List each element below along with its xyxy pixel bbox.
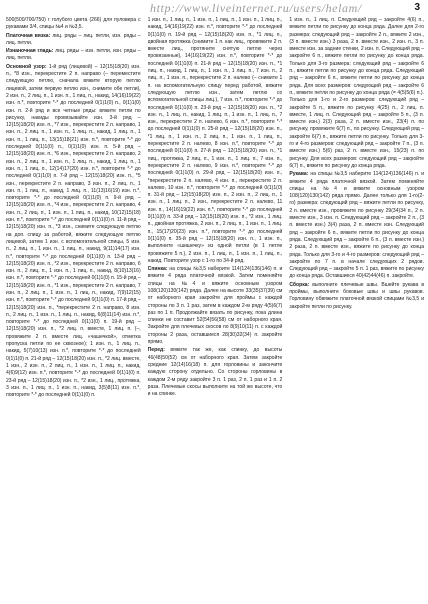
paragraph-text: выполните плечевые швы. Вшейте рукава в проймы, выполните боковые швы и швы рукавов. Горловину обвяжите платочной вязкой спицами №3,5 и закройте петли по рисунку.: [289, 281, 425, 310]
paragraph: [6, 17, 141, 32]
paragraph-text: 1-й ряд (лицевой) – 12(15)18(20) изн. п., *8 изн., перекрестите 2 п. направо (– переместите следующую петлю, сначала вяжите вторую петлю лицевой, затем первую петлю изн., снимите обе петли), 2 изн. п., 2 лиц. п., 1 изн. п., 1 лиц. п., накид, 14(16)19(22) изн. п.*, повторите *-* до последней 0(1)1(0) п., 0(1)1(0) изн. п. 2-й ряд и все четные ряды: вяжите петли по рисунку, накиды провязывайте изн. 3-й ряд – 12(15)18(20) изн. п., *7 изн., перекрестите 2 п. направо, 1 изн. п., 2 лиц. п., 1 изн. п., 1 лиц. п., накид, 1 лиц. п., 1 изн. п., 1 лиц. п., 13(15)18(21) изн. п.*, повторите *-* до последней 0(1)1(0) п., 0(1)1(0) изн. п. 5-й ряд – 12(15)18(20) изн. п., *6 изн., перекрестите 2 п. направо, 2 изн. п., 2 лиц. п., 1 изн. п., 1 лиц. п., накид, 1 лиц. п., 1 изн. п., 1 лиц. п., 12(14)17(20) изн. п.*, повторите *-* до последней 0(1)1(0) п. 7-й ряд – 12(15)18(20) изн. п., *5 изн., перекрестите 2 п. направо, 3 изн. п., 2 лиц. п., 1 изн. п., 1 лиц. п., накид, 1 лиц. п., 11(13)16(19) изн. п.*, повторите *-* до последней 0(1)1(0) п. 9-й ряд – 12(15)18(20) изн. п., *4 изн., перекрестите 2 п. направо, 4 изн. п., 2 лиц. п., 1 изн. п., 1 лиц. п., накид, 10(12)15(18) изн. п.*, повторите *-* до последней 0(1)1(0) п. 11-й ряд – 12(15)18(20) изн. п., *3 изн., снимите следующую петлю на доп. спицу за работой, вяжите следующую петлю лицевой, затем 1 изн. с вспомогательной спицы, 5 изн. п., 2 лиц. п., 1 изн. п., 1 лиц. п., накид, 9(11)14(17) изн. п.*, повторите *-* до последней 0(1)1(0) п. 13-й ряд – 12(15)18(20) изн. п., *2 изн., перекрестите 2 п. направо, 6 изн. п., 2 лиц. п., 1 изн. п., 1 лиц. п., накид, 8(10)13(16) изн. п.*, повторите *-* до последней 0(1)1(0) п. 15-й ряд – 12(15)18(20) изн. п., *1 изн., перекрестите 2 п. направо, 7 изн. п., 2 лиц. п., 1 изн. п., 1 лиц. п., накид, 7(9)12(15) изн. п.*, повторите *-* до последней 0(1)1(0) п. 17-й ряд – 12(15)18(20) изн. п., *перекрестите 2 п. направо, 8 изн. п., 2 лиц. п., 1 изн. п., 1 лиц. п., накид, 6(8)11(14) изн. п.*, повторите *-* до последней 0(1)1(0) п. 19-й ряд – 12(15)18(20) изн. п., *2 лиц. п. вместе, 1 лиц. п. (–, провяжите 2 п. вместе лиц. «чашечкой», отметка пропуска петли по ее сквозное); 1 изн. п., 1 лиц. п., накид, 5(7)10(13) изн. п.*, повторите *-* до последней 0(1)1(0) п. 21-й ряд – 12(15)18(20) изн. п., *2 лиц. вместе, 1 изн., 2 изн. п., 2 лиц. п., 1 изн. п., 1 лиц. п., накид, 4(6)9(12) изн. п.*, повторите *-* до последней 0(1)1(0) п. 23-й ряд – 12(15)18(20) изн. п., *2 изн., 1 лиц., протяжка, 3 изн. п., 1 лиц. п., 1 изн. п., накид, 3(5)8(11) изн. п.*, повторите *-* до последней 0(1)1(0) п.: [6, 63, 141, 399]
text-column-2: [148, 17, 283, 600]
paragraph: [148, 266, 283, 346]
section-heading: Платочная вязка:: [6, 32, 51, 39]
paragraph: [289, 17, 424, 170]
section-heading: Основной узор:: [6, 63, 47, 70]
text-column-1: [6, 17, 141, 600]
paragraph-text: лиц. ряды – лиц. петли, изн. ряды – лиц. петли.: [6, 32, 141, 46]
paragraph-text: вяжите так же, как спинку, до высоты 46(48)50(52) см от наборного края. Затем закройте средние 12(14)16(18) п. для горловины и закончите каждую сторону отдельно. Со стороны горловины в каждом 2-м ряду закройте 3 п. 1 раз, 2 п. 1 раз и 1 п. 2 раза. Плечевые скосы выполните на той же высоте, что и на спинке.: [147, 347, 283, 398]
paragraph: [289, 171, 424, 280]
paragraph-text: 1 изн. п., 1 лиц. п. Следующий ряд – закройте 4(6) п., вяжите петли по рисунку до конца ряда. Далее для 2-го размера: следующий ряд – закройте 2 п., вяжите 2 изн., (3 п. вместе изн.) 3 раза, 2 п. вместе изн., 2 изн. п., 3 п. вместе изн. за задние стенки, 2 изн. п. Следующий ряд – закройте 6 п., вяжите петли по рисунку до конца ряда. Только для 3-го размера: следующий ряд – закройте 6 п., вяжите петли по рисунку до конца ряда. Следующий ряд – закройте 6 п., вяжите петли по рисунку до конца ряда. Для всех размеров: следующий ряд – закройте 6 п., вяжите петли по рисунку до конца ряда (= 4(5)5(6) п.). Только для 1-го и 2-го размеров: следующий ряд – закройте 5 п., вяжите по рисунку 4(25) п., 2 лиц. п. вместе, 1 лиц. п. Следующий ряд – закройте 5 п., (3 п. вместе изн.) 2(3) раза, 2 п. вместе изн., 23(4) п. по рисунку, провяжите 6(7) п., по рисунку. Следующий ряд – закройте 6(7) п., вяжите петли по рисунку. Только для 3-го и 4-го размеров: следующий ряд – закройте 7 п., (3 п. вместе изн.) 5(6) раз, 2 п. вместе изн., 15(23) п. по рисунку. Для всех размеров: следующий ряд – закройте 6(7) п., вяжите по рисунку до конца ряда.: [289, 17, 425, 169]
paragraph-text: на спицы №3,5 наберите 114(124)136(146) п. и вяжите 4 ряда платочной вязкой. Затем поменяйте спицы на №4 и вяжите основным узором 108(120)130(142) ряда прямо. Далее только для 1-го(2-го) размера: следующий ряд – вяжите петли по рисунку, 2 п. вместе изн., провяжите по рисунку 29(34)34 п., 2 п. вместе изн., 3 изн. п. Следующий ряд – закройте 2 п., (3 п. вместе изн.) 3(4) раза, 2 п. вместе изн. Следующий ряд – закройте 6 п., вяжите петли по рисунку до конца ряда. Следующий ряд – закройте 6 п., (3 п. вместе изн.) 2 раза, 2 п. вместе изн., вяжите по рисунку до конца ряда. Только для 3-го и 4-го размеров: следующий ряд – закройте по 7 п. в начале следующих 2 рядов. Следующий ряд – закройте 5 п. 1 раз, вяжите по рисунку до конца ряда. Оставшиеся 40(42)44(46) п. закройте.: [289, 171, 425, 280]
section-heading: Перед:: [147, 347, 165, 354]
section-heading: Спинка:: [147, 266, 168, 273]
section-heading: Изнаночная гладь:: [6, 48, 54, 55]
paragraph-text: на спицы №3,5 наберите 114(124)136(146) п. и вяжите 4 ряда платочной вязкой. Затем поменяйте спицы на №4 и вяжите основным узором 108(120)130(142) ряда. Далее на высоте 33(35)37(39) см от наборного края закройте для проймы с каждой стороны по 3 п. 1 раз, затем в каждом 2-м ряду 4(5)6(7) раз по 1 п. Продолжайте вязать по рисунку, пока длина спинки не составит 52(54)56(58) см от наборного края. Закройте для плечевых скосов по 8(9)10(11) п. с каждой стороны 2 раза, оставшиеся 28(30)32(34) п. закройте прямо.: [147, 266, 283, 346]
paragraph-text: 500(500/700/750) г голубого цвета (266) для пуловера с рукавами 3/4, спицы №4 и №3,5.: [6, 17, 141, 31]
paragraph: [148, 17, 283, 265]
paragraph: [6, 48, 141, 63]
paragraph: [6, 64, 141, 400]
paragraph: [148, 347, 283, 398]
source-url[interactable]: http://www.liveinternet.ru/users/helam/: [150, 1, 362, 15]
paragraph: [6, 33, 141, 48]
section-heading: Сборка:: [289, 281, 310, 288]
page-number: 3: [414, 2, 420, 13]
page-header: [0, 0, 428, 18]
paragraph-text: лиц. ряды – изн. петли, изн. ряды – лиц. петли.: [6, 48, 141, 62]
paragraph-text: 1 изн. п., 1 лиц. п., 1 изн. п., 1 лиц. п., 1 изн. п., 1 лиц. п., накид, 14(16)19(22) изн. п.*, повторите *-* до последней 0(1)1(0) п. 19-й ряд – 12(15)18(20) изн. п., *1 лиц. п., двойная протяжка (снимите 1 п. как лиц., провяжите 2 п. вместе лиц., протяните снятую петлю через провязанные), 14(16)19(22) изн. п.*, повторите *-* до последней 0(1)1(0) п. 21-й ряд – 12(15)18(20) изн. п., *1 лиц. п., накид, 1 лиц. п., 1 изн. п., 1 лиц. п., 7 изн. п., 2 лиц. п., 1 изн. п., перекрестите 2 п. налево (– снимите 1 п. на вспомогательную спицу перед работой, вяжите следующую петлю изн., затем петлю со вспомогательной спицы лиц.), 7 изн. п.*, повторите *-* до последней 0(1)1(0) п. 23-й ряд – 12(15)18(20) изн. п., *2 изн. п., 1 лиц. п., накид, 1 лиц. п., 1 изн. п., 1 лиц. п., 7 изн., перекрестите 2 п. налево, 6 изн. п.*, повторите *-* до последней 0(1)1(0) п. 25-й ряд – 12(15)18(20) изн. п., *1 лиц. п., 1 изн. п., 2 лиц. п., 1 изн. п., 1 лиц. п., перекрестите 2 п. налево, 8 изн. п.*, повторите *-* до последней 0(1)1(0) п. 27-й ряд – 12(15)18(20) изн. п., *1 лиц., протяжка, 2 лиц. п., 1 изн. п., 1 лиц. п., 7 изн. п., перекрестите 2 п. налево, 9 изн. п.*, повторите *-* до последней 0(1)1(0) п. 29-й ряд – 12(15)18(20) изн. п., *перекрестите 2 п. налево, 4 изн. п., перекрестите 2 п. налево, 10 изн. п.*, повторите *-* до последней 0(1)1(0) п. 31-й ряд – 12(15)18(20) изн. п., 2 изн. п., 2 лиц. п., 1 изн. п., 1 лиц. п., 2 изн., перекрестите 2 п. налево, 11 изн. п., 14(16)19(22) изн. п.*, повторите *-* до последней 0(1)1(0) п. 33-й ряд – 12(15)18(20) изн. п., *2 изн., 1 лиц. п., двойная протяжка, 2 изн. п., 2 лиц. п., 1 изн. п., 1 лиц. п., 15(17)20(23) изн. п.*, повторите *-* до последней 0(1)1(0) п. 35-й ряд – 12(15)18(20) изн. п., 1 изн. п., выполните «шишечку» из одной петли (в 1 петле провяжите 5 п.), 2 изн. п., 1 лиц. п., 1 изн. п., 1 лиц. п., накид. Повторите узор с 1-го по 34-й ряд.: [147, 17, 283, 264]
article-body: [6, 17, 424, 600]
paragraph: [289, 282, 424, 311]
text-column-3: [289, 17, 424, 600]
section-heading: Рукава:: [289, 171, 309, 178]
